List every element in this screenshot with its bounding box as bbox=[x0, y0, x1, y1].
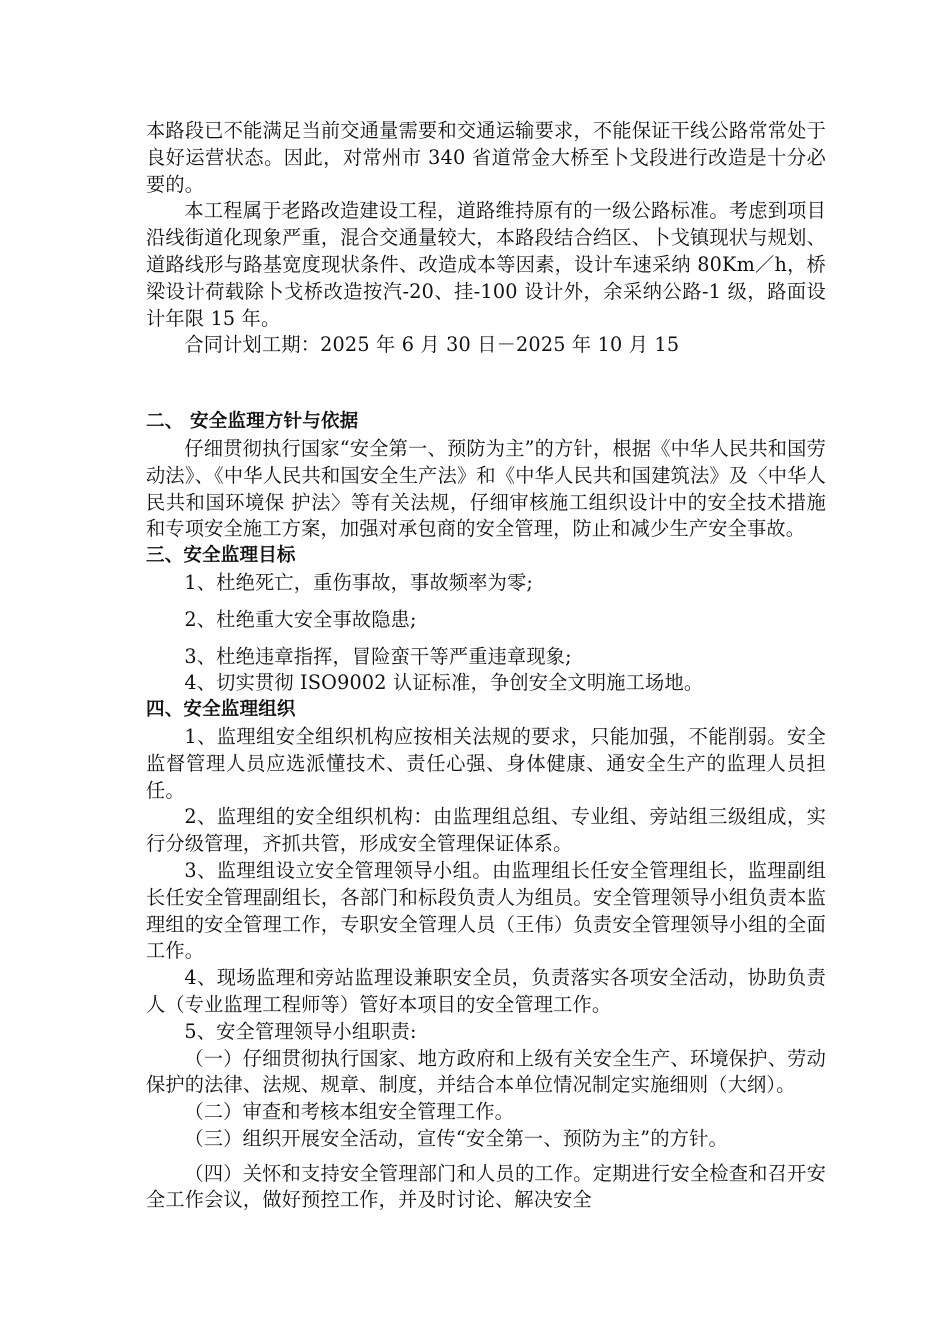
goal-item-1: 1、杜绝死亡，重伤事故，事故频率为零; bbox=[184, 570, 534, 594]
section-gap bbox=[146, 359, 826, 409]
org-paragraph-2: 2、监理组的安全组织机构：由监理组总组、专业组、旁站组三级组成，实行分级管理，齐抓共管，形成安全管理保证体系。 bbox=[146, 805, 826, 856]
org-paragraph-5: 5、安全管理领导小组职责: bbox=[184, 1019, 417, 1043]
section-2-paragraph: 仔细贯彻执行国家“安全第一、预防为主”的方针，根据《中华人民共和国劳动法》、《中华人民共和国安全生产法》和《中华人民共和国建筑法》及〈中华人民共和国环境保 护法〉等有关法规，仔细审核施工组织设计中的安全技术措施和专项安全施工方案，加强对承包商的安全管理，防止和减少生产安全事故。 bbox=[146, 436, 826, 541]
org-paragraph-4: 4、现场监理和旁站监理设兼职安全员，负责落实各项安全活动，协助负责人（专业监理工程师等）管好本项目的安全管理工作。 bbox=[146, 966, 826, 1016]
goal-item-3: 3、杜绝违章指挥，冒险蛮干等严重违章现象; bbox=[184, 644, 572, 668]
intro-paragraph-2: 本工程属于老路改造建设工程，道路维持原有的一级公路标准。考虑到项目沿线街道化现象严重，混合交通量较大，本路段结合绉区、卜戈镇现状与规划、道路线形与路基宽度现状条件、改造成本等因素，设计车速采纳 80Km／h，桥梁设计荷载除卜戈桥改造按汽-20、挂-100 设计外，余采纳公路-1 级，路面设计年限 15 年。 bbox=[146, 199, 826, 330]
document-page bbox=[146, 118, 826, 1214]
duty-item-1: （一）仔细贯彻执行国家、地方政府和上级有关安全生产、环境保护、劳动保护的法律、法规、规章、制度，并结合本单位情况制定实施细则（大纲）。 bbox=[146, 1046, 826, 1097]
section-3-heading: 三、安全监理目标 bbox=[146, 545, 296, 567]
duty-item-3: （三）组织开展安全活动，宣传“安全第一、预防为主”的方针。 bbox=[184, 1126, 728, 1150]
goal-item-4: 4、切实贯彻 ISO9002 认证标准，争创安全文明施工场地。 bbox=[184, 671, 704, 695]
org-paragraph-3: 3、监理组设立安全管理领导小组。由监理组长任安全管理组长，监理副组长任安全管理副组长，各部门和标段负责人为组员。安全管理领导小组负责本监理组的安全管理工作，专职安全管理人员（王伟）负责安全管理领导小组的全面工作。 bbox=[146, 858, 826, 963]
intro-paragraph-1: 本路段已不能满足当前交通量需要和交通运输要求，不能保证干线公路常常处于良好运营状态。因此，对常州市 340 省道常金大桥至卜戈段进行改造是十分必要的。 bbox=[146, 119, 826, 196]
contract-period: 合同计划工期：2025 年 6 月 30 日－2025 年 10 月 15 bbox=[184, 333, 680, 357]
section-4-heading: 四、安全监理组织 bbox=[146, 699, 296, 721]
duty-item-4: （四）关怀和支持安全管理部门和人员的工作。定期进行安全检查和召开安全工作会议，做好预控工作，并及时讨论、解决安全 bbox=[146, 1161, 826, 1212]
section-2-heading: 二、 安全监理方针与依据 bbox=[146, 411, 359, 433]
org-paragraph-1: 1、监理组安全组织机构应按相关法规的要求，只能加强，不能削弱。安全监督管理人员应选派懂技术、责任心强、身体健康、通安全生产的监理人员担任。 bbox=[146, 724, 826, 802]
duty-item-2: （二）审查和考核本组安全管理工作。 bbox=[184, 1100, 514, 1124]
goal-item-2: 2、杜绝重大安全事故隐患; bbox=[184, 607, 417, 631]
